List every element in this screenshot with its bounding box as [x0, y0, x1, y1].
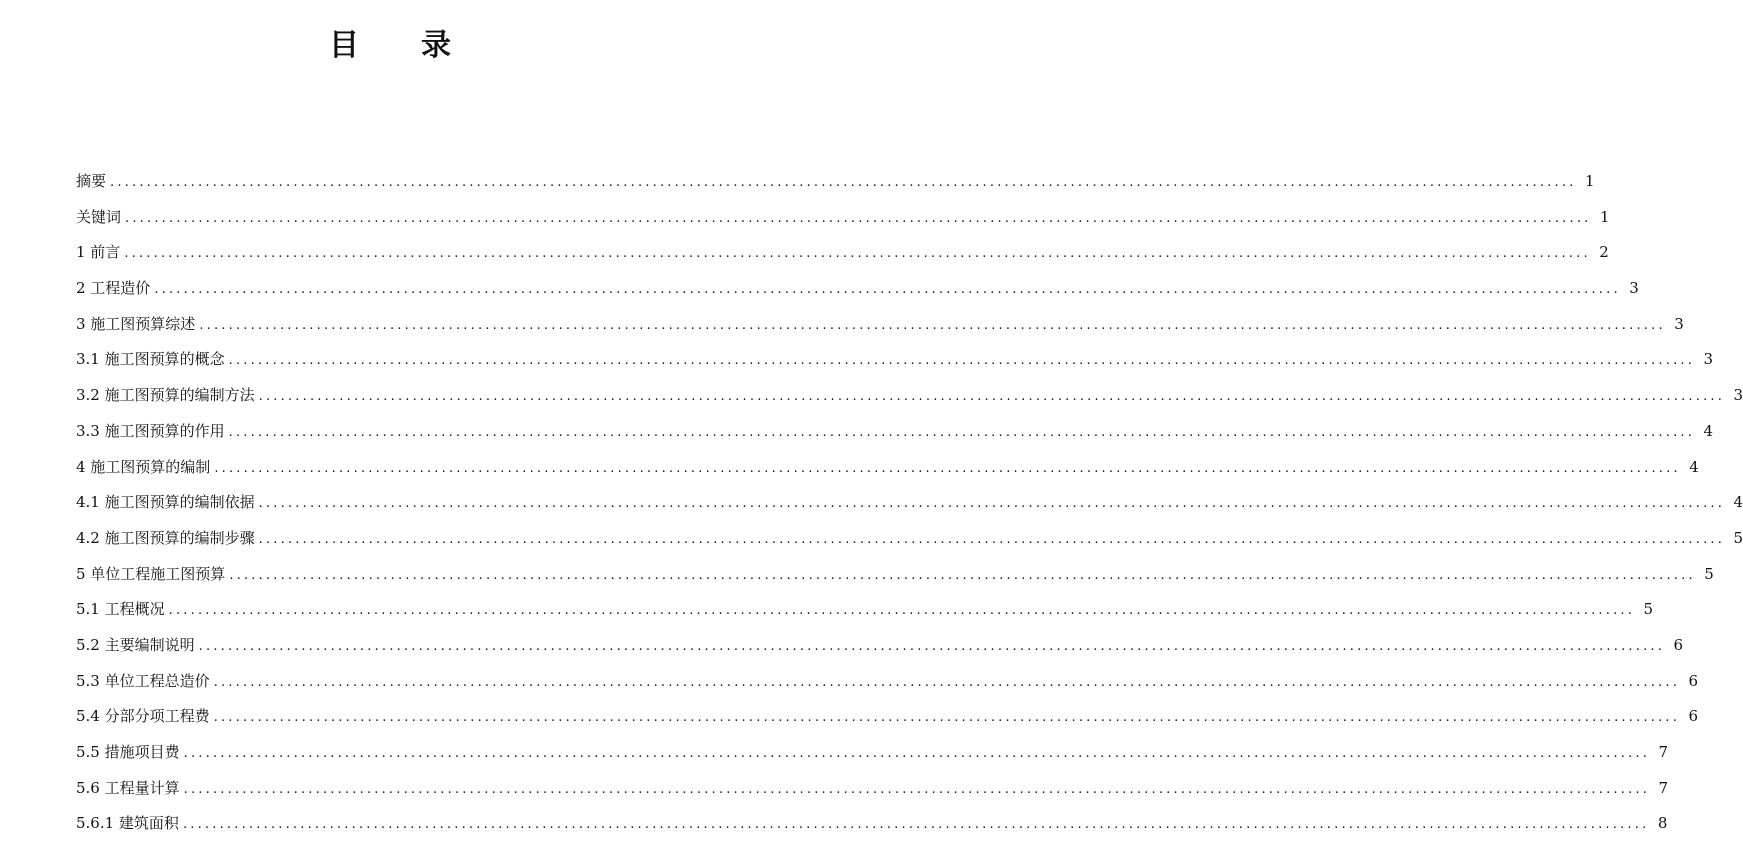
- toc-entry-label[interactable]: 5.3 单位工程总造价: [76, 671, 210, 690]
- toc-leader-dots: ........................................................................................................................................................................................................: [110, 175, 1577, 190]
- toc-entry-label[interactable]: 3.2 施工图预算的编制方法: [76, 386, 255, 405]
- toc-entry-page-number[interactable]: 7: [1658, 743, 1669, 761]
- toc-entry-label[interactable]: 4.2 施工图预算的编制步骤: [76, 528, 255, 547]
- toc-entry-page-number[interactable]: 6: [1673, 635, 1684, 654]
- toc-entry-page-number[interactable]: 5: [1733, 528, 1743, 547]
- toc-entry[interactable]: [76, 664, 1699, 700]
- toc-entry-page-number[interactable]: 1: [1584, 172, 1595, 190]
- toc-leader-dots: ........................................................................................................................................................................................................: [183, 746, 1651, 761]
- toc-entry-label[interactable]: 5.6 工程量计算: [76, 778, 180, 797]
- toc-leader-dots: ........................................................................................................................................................................................................: [228, 424, 1696, 440]
- toc-leader-dots: ........................................................................................................................................................................................................: [124, 246, 1591, 262]
- toc-entry-page-number[interactable]: 7: [1658, 778, 1669, 797]
- toc-entry-label[interactable]: 5.4 分部分项工程费: [76, 707, 210, 726]
- toc-entry-label[interactable]: 摘要: [76, 172, 107, 190]
- toc-entry[interactable]: [76, 164, 1595, 200]
- toc-entry-label[interactable]: 5.1 工程概况: [76, 600, 165, 619]
- title-char-1: 目: [329, 28, 359, 63]
- toc-leader-dots: ........................................................................................................................................................................................................: [228, 353, 1696, 369]
- toc-leader-dots: ........................................................................................................................................................................................................: [213, 710, 1681, 726]
- toc-entry-page-number[interactable]: 1: [1599, 207, 1610, 226]
- toc-entry[interactable]: [76, 235, 1609, 271]
- toc-entry[interactable]: [76, 307, 1684, 343]
- toc-entry-page-number[interactable]: 4: [1689, 457, 1699, 476]
- toc-entry-label[interactable]: 4 施工图预算的编制: [76, 457, 211, 476]
- toc-entry[interactable]: [76, 806, 1668, 842]
- toc-leader-dots: ........................................................................................................................................................................................................: [125, 210, 1592, 226]
- toc-entry-label[interactable]: 5 单位工程施工图预算: [76, 564, 226, 583]
- title-char-2: 录: [421, 28, 451, 63]
- toc-entry-label[interactable]: 5.5 措施项目费: [76, 743, 180, 761]
- toc-leader-dots: ........................................................................................................................................................................................................: [183, 781, 1651, 797]
- toc-leader-dots: ........................................................................................................................................................................................................: [199, 317, 1666, 333]
- toc-entry[interactable]: [76, 592, 1654, 628]
- toc-entry-page-number[interactable]: 3: [1733, 386, 1743, 405]
- toc-leader-dots: ........................................................................................................................................................................................................: [229, 567, 1696, 583]
- toc-entry[interactable]: [76, 414, 1714, 450]
- toc-entry-label[interactable]: 4.1 施工图预算的编制依据: [76, 493, 255, 512]
- page-title: [0, 20, 780, 64]
- toc-entry[interactable]: [76, 735, 1669, 771]
- toc-entry[interactable]: [76, 771, 1669, 807]
- toc-leader-dots: ........................................................................................................................................................................................................: [258, 496, 1726, 512]
- toc-entry[interactable]: [76, 271, 1639, 307]
- toc-entry[interactable]: [76, 342, 1714, 378]
- toc-entry-label[interactable]: 3.1 施工图预算的概念: [76, 350, 225, 369]
- table-of-contents: [76, 164, 1743, 842]
- toc-entry-label[interactable]: 5.2 主要编制说明: [76, 635, 195, 654]
- toc-entry-page-number[interactable]: 6: [1688, 707, 1699, 726]
- toc-leader-dots: ........................................................................................................................................................................................................: [168, 603, 1636, 619]
- toc-leader-dots: ........................................................................................................................................................................................................: [154, 282, 1621, 298]
- toc-entry-page-number[interactable]: 5: [1643, 600, 1654, 619]
- toc-leader-dots: ........................................................................................................................................................................................................: [198, 638, 1666, 654]
- toc-entry-label[interactable]: 2 工程造价: [76, 279, 151, 298]
- toc-entry[interactable]: [76, 485, 1743, 521]
- toc-entry[interactable]: [76, 557, 1714, 593]
- toc-entry-label[interactable]: 1 前言: [76, 243, 121, 262]
- toc-entry-page-number[interactable]: 6: [1688, 671, 1699, 690]
- toc-entry-page-number[interactable]: 4: [1703, 421, 1714, 440]
- toc-entry-label[interactable]: 3.3 施工图预算的作用: [76, 421, 225, 440]
- toc-entry-label[interactable]: 3 施工图预算综述: [76, 314, 196, 333]
- toc-entry-label[interactable]: 关键词: [76, 207, 122, 226]
- toc-leader-dots: ........................................................................................................................................................................................................: [213, 674, 1681, 690]
- toc-entry[interactable]: [76, 628, 1684, 664]
- toc-entry-page-number[interactable]: 8: [1657, 814, 1668, 833]
- toc-leader-dots: ........................................................................................................................................................................................................: [258, 531, 1726, 547]
- toc-entry[interactable]: [76, 699, 1699, 735]
- toc-leader-dots: ........................................................................................................................................................................................................: [258, 389, 1726, 405]
- toc-entry-page-number[interactable]: 4: [1733, 493, 1743, 512]
- toc-entry-page-number[interactable]: 5: [1704, 564, 1714, 583]
- toc-entry-page-number[interactable]: 2: [1599, 243, 1609, 262]
- toc-entry-page-number[interactable]: 3: [1674, 314, 1684, 333]
- toc-entry[interactable]: [76, 378, 1743, 414]
- toc-leader-dots: ........................................................................................................................................................................................................: [182, 817, 1650, 833]
- toc-entry[interactable]: [76, 200, 1610, 236]
- toc-entry[interactable]: [76, 521, 1743, 557]
- toc-entry[interactable]: [76, 450, 1699, 486]
- toc-entry-label[interactable]: 5.6.1 建筑面积: [76, 814, 179, 833]
- toc-leader-dots: ........................................................................................................................................................................................................: [214, 460, 1681, 476]
- toc-entry-page-number[interactable]: 3: [1629, 279, 1639, 298]
- toc-entry-page-number[interactable]: 3: [1703, 350, 1714, 369]
